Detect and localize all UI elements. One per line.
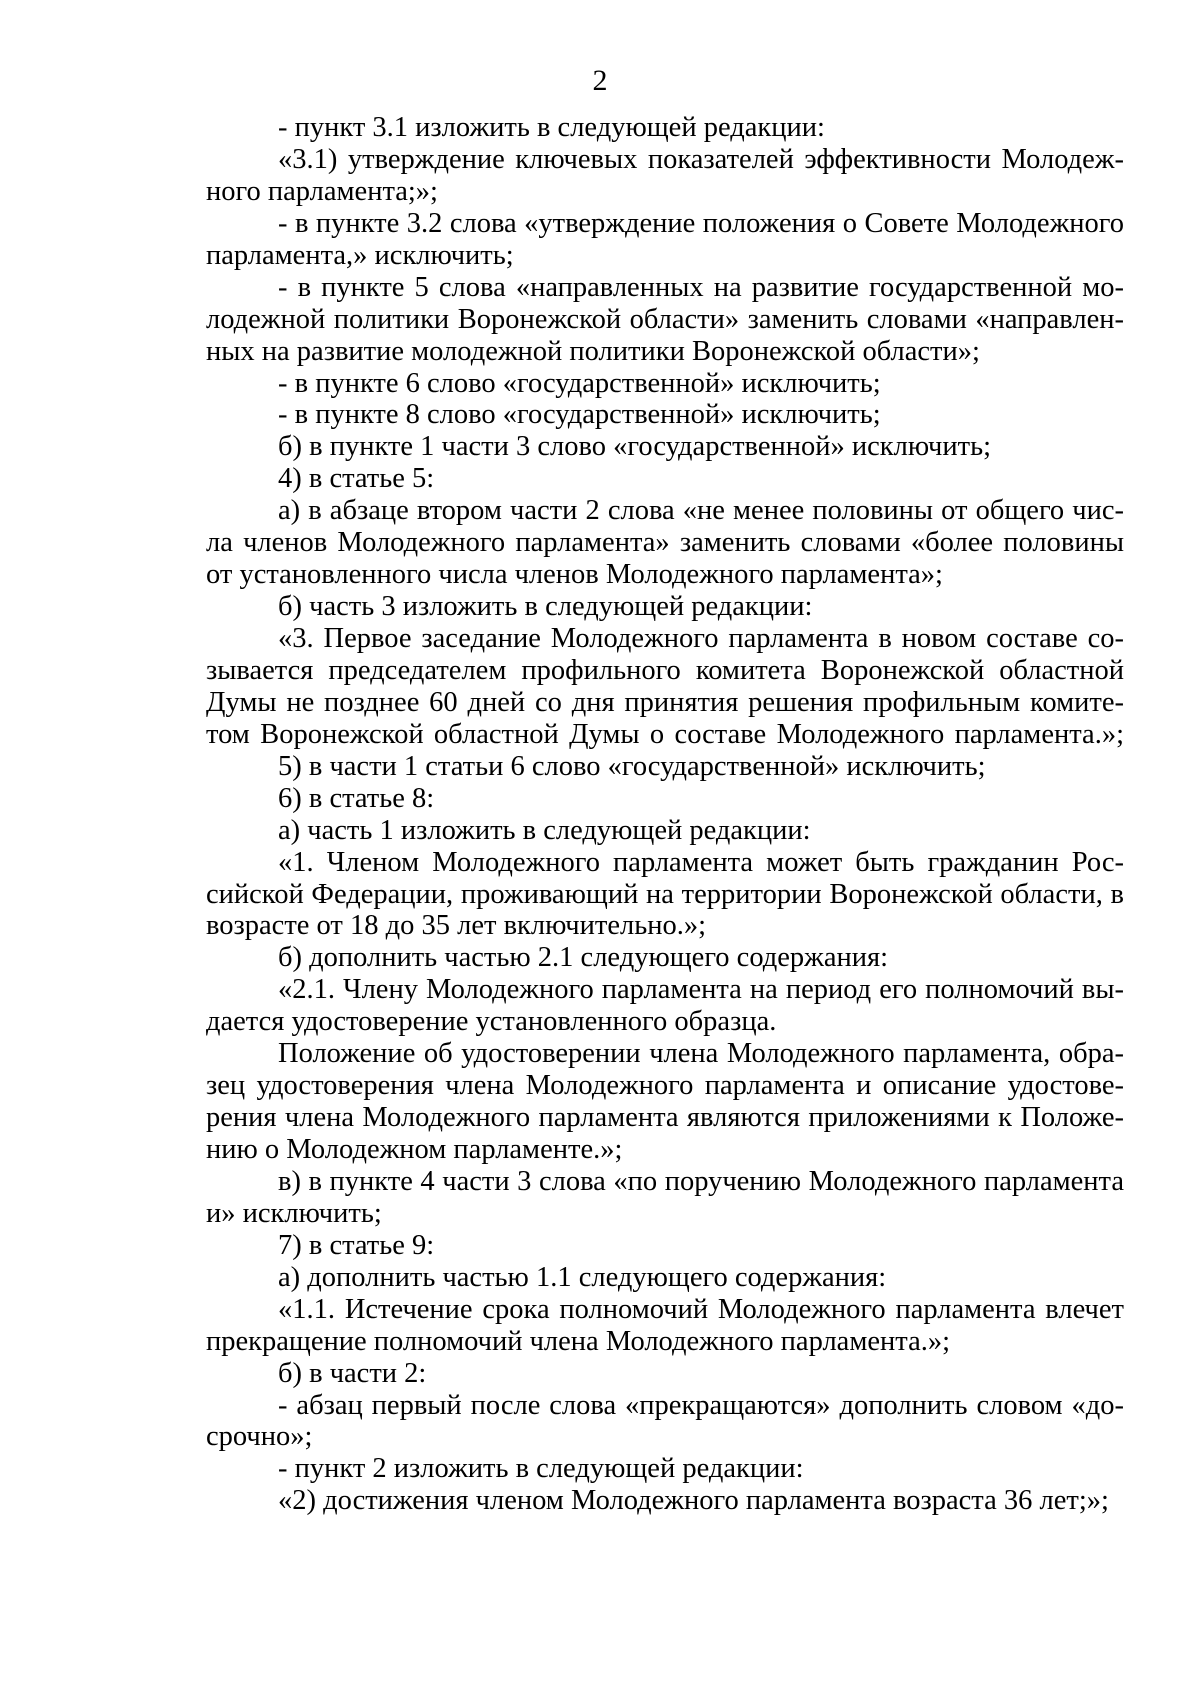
text-line: парламента,» исключить; bbox=[206, 239, 514, 271]
text-line: а) в абзаце втором части 2 слова «не менее половины от общего чис- bbox=[278, 495, 1124, 527]
text-line: сийской Федерации, проживающий на территории Воронежской области, в bbox=[206, 878, 1124, 910]
text-line: а) часть 1 изложить в следующей редакции: bbox=[278, 814, 811, 846]
text-line: 4) в статье 5: bbox=[278, 463, 435, 495]
text-line: б) часть 3 изложить в следующей редакции: bbox=[278, 591, 813, 623]
text-line: - в пункте 6 слово «государственной» исключить; bbox=[278, 367, 881, 399]
document-body bbox=[206, 112, 1124, 1517]
text-line: от установленного числа членов Молодежного парламента»; bbox=[206, 559, 943, 591]
text-line: том Воронежской областной Думы о составе Молодежного парламента.»; bbox=[206, 718, 1124, 750]
text-line: 6) в статье 8: bbox=[278, 782, 435, 814]
text-line: ла членов Молодежного парламента» заменить словами «более половины bbox=[206, 527, 1124, 559]
text-line: 7) в статье 9: bbox=[278, 1229, 435, 1261]
text-line: прекращение полномочий члена Молодежного парламента.»; bbox=[206, 1325, 951, 1357]
text-line: Думы не позднее 60 дней со дня принятия решения профильным комите- bbox=[206, 686, 1124, 718]
text-line: ных на развитие молодежной политики Воронежской области»; bbox=[206, 335, 980, 367]
text-line: 5) в части 1 статьи 6 слово «государственной» исключить; bbox=[278, 750, 986, 782]
text-line: - в пункте 3.2 слова «утверждение положения о Совете Молодежного bbox=[278, 207, 1124, 239]
text-line: лодежной политики Воронежской области» заменить словами «направлен- bbox=[206, 303, 1124, 335]
text-line: б) дополнить частью 2.1 следующего содержания: bbox=[278, 942, 889, 974]
text-line: - абзац первый после слова «прекращаются» дополнить словом «до- bbox=[278, 1389, 1124, 1421]
text-line: «3.1) утверждение ключевых показателей эффективности Молодеж- bbox=[278, 143, 1124, 175]
text-line: «1.1. Истечение срока полномочий Молодежного парламента влечет bbox=[278, 1293, 1124, 1325]
text-line: в) в пункте 4 части 3 слова «по поручению Молодежного парламента bbox=[278, 1165, 1124, 1197]
text-line: Положение об удостоверении члена Молодежного парламента, обра- bbox=[278, 1038, 1124, 1070]
text-line: «2) достижения членом Молодежного парламента возраста 36 лет;»; bbox=[278, 1485, 1109, 1517]
text-line: а) дополнить частью 1.1 следующего содержания: bbox=[278, 1261, 887, 1293]
text-line: и» исключить; bbox=[206, 1197, 382, 1229]
text-line: - пункт 2 изложить в следующей редакции: bbox=[278, 1453, 804, 1485]
text-line: дается удостоверение установленного образца. bbox=[206, 1006, 777, 1038]
text-line: возрасте от 18 до 35 лет включительно.»; bbox=[206, 910, 707, 942]
text-line: - пункт 3.1 изложить в следующей редакции: bbox=[278, 112, 825, 143]
text-line: б) в части 2: bbox=[278, 1357, 427, 1389]
text-line: «2.1. Члену Молодежного парламента на период его полномочий вы- bbox=[278, 974, 1124, 1006]
text-line: «1. Членом Молодежного парламента может быть гражданин Рос- bbox=[278, 846, 1124, 878]
text-line: ного парламента;»; bbox=[206, 175, 438, 207]
text-line: зывается председателем профильного комитета Воронежской областной bbox=[206, 654, 1124, 686]
text-line: срочно»; bbox=[206, 1421, 313, 1453]
text-line: б) в пункте 1 части 3 слово «государственной» исключить; bbox=[278, 431, 992, 463]
page-number: 2 bbox=[592, 64, 608, 97]
text-line: нию о Молодежном парламенте.»; bbox=[206, 1134, 623, 1165]
text-line: зец удостоверения члена Молодежного парламента и описание удостове- bbox=[206, 1070, 1124, 1102]
text-line: рения члена Молодежного парламента являются приложениями к Положе- bbox=[206, 1102, 1124, 1134]
text-line: - в пункте 8 слово «государственной» исключить; bbox=[278, 399, 881, 431]
text-line: «3. Первое заседание Молодежного парламента в новом составе со- bbox=[278, 623, 1124, 654]
text-line: - в пункте 5 слова «направленных на развитие государственной мо- bbox=[278, 271, 1124, 303]
